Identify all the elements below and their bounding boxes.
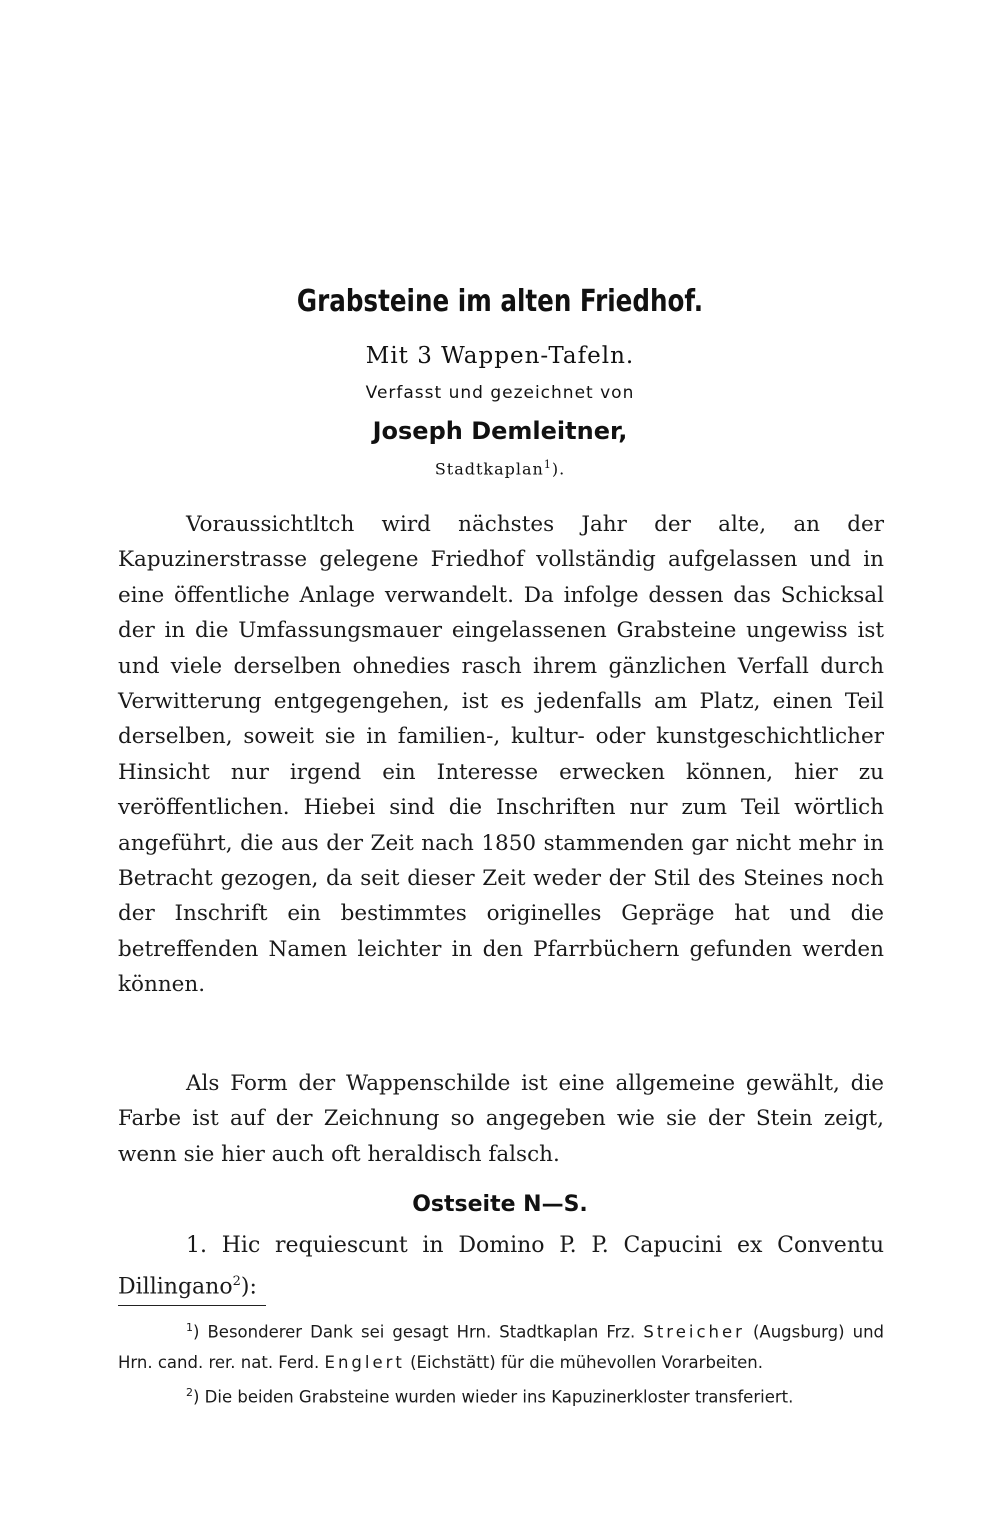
author-role-suffix: ).	[551, 459, 566, 479]
author-role	[0, 455, 1000, 479]
footnote-1-part-1: ) Besonderer Dank sei gesagt Hrn. Stadtkaplan Frz.	[193, 1322, 636, 1342]
footnote-2-mark: 2	[186, 1385, 193, 1399]
body-paragraph-1	[118, 507, 884, 1003]
article-subtitle: Mit 3 Wappen-Tafeln.	[365, 343, 635, 369]
footnote-1-part-3: (Eichstätt) für die mühevollen Vorarbeiten.	[410, 1352, 763, 1372]
footnotes	[118, 1313, 884, 1412]
author-name: Joseph Demleitner,	[372, 417, 628, 445]
footnote-1	[118, 1313, 884, 1378]
footnote-1-name-2: Englert	[324, 1352, 405, 1372]
footnote-ref-2[interactable]: 2	[232, 1274, 241, 1289]
entry-1	[118, 1228, 884, 1305]
footnote-2	[118, 1378, 884, 1413]
footnote-ref-1[interactable]: 1	[543, 458, 552, 471]
footnote-2-text: ) Die beiden Grabsteine wurden wieder ins Kapuzinerkloster transferiert.	[193, 1387, 794, 1406]
body-paragraph-2	[118, 1066, 884, 1172]
entry-1-text: 1. Hic requiescunt in Domino P. P. Capucini ex Conventu Dillingano	[118, 1233, 884, 1300]
footnote-1-name-1: Streicher	[643, 1322, 745, 1342]
section-heading: Ostseite N—S.	[412, 1192, 588, 1217]
footnote-1-part-2: (Augsburg) und Hrn. cand. rer. nat. Ferd.	[118, 1322, 884, 1372]
entry-1-suffix: ):	[240, 1274, 257, 1300]
article-title: Grabsteine im alten Friedhof.	[296, 284, 704, 319]
footnote-divider	[118, 1305, 266, 1306]
footnote-1-mark: 1	[186, 1321, 193, 1334]
byline: Verfasst und gezeichnet von	[365, 383, 635, 403]
entry-text	[118, 1228, 884, 1305]
author-role-text: Stadtkaplan	[434, 459, 544, 479]
paragraph-text: Als Form der Wappenschilde ist eine allgemeine gewählt, die Farbe ist auf der Zeichnung so angegeben wie sie der Stein zeigt, wenn sie hier auch oft heraldisch falsch.	[118, 1071, 884, 1167]
paragraph-text: Voraussichtltch wird nächstes Jahr der alte, an der Kapuzinerstrasse gelegene Friedhof vollständig aufgelassen und in eine öffentliche Anlage verwandelt. Da infolge dessen das Schicksal der in die Umfassungsmauer eingelassenen Grabsteine ungewiss ist und viele derselben ohnedies rasch ihrem gänzlichen Verfall durch Verwitterung entgegengehen, ist es jedenfalls am Platz, einen Teil derselben, soweit sie in familien-, kultur- oder kunstgeschichtlicher Hinsicht nur irgend ein Interesse erwecken können, hier zu veröffentlichen. Hiebei sind die Inschriften nur zum Teil wörtlich angeführt, die aus der Zeit nach 1850 stammenden gar nicht mehr in Betracht gezogen, da seit dieser Zeit weder der Stil des Steines noch der Inschrift ein bestimmtes originelles Gepräge hat und die betreffenden Namen leichter in den Pfarrbüchern gefunden werden können.	[118, 512, 884, 998]
